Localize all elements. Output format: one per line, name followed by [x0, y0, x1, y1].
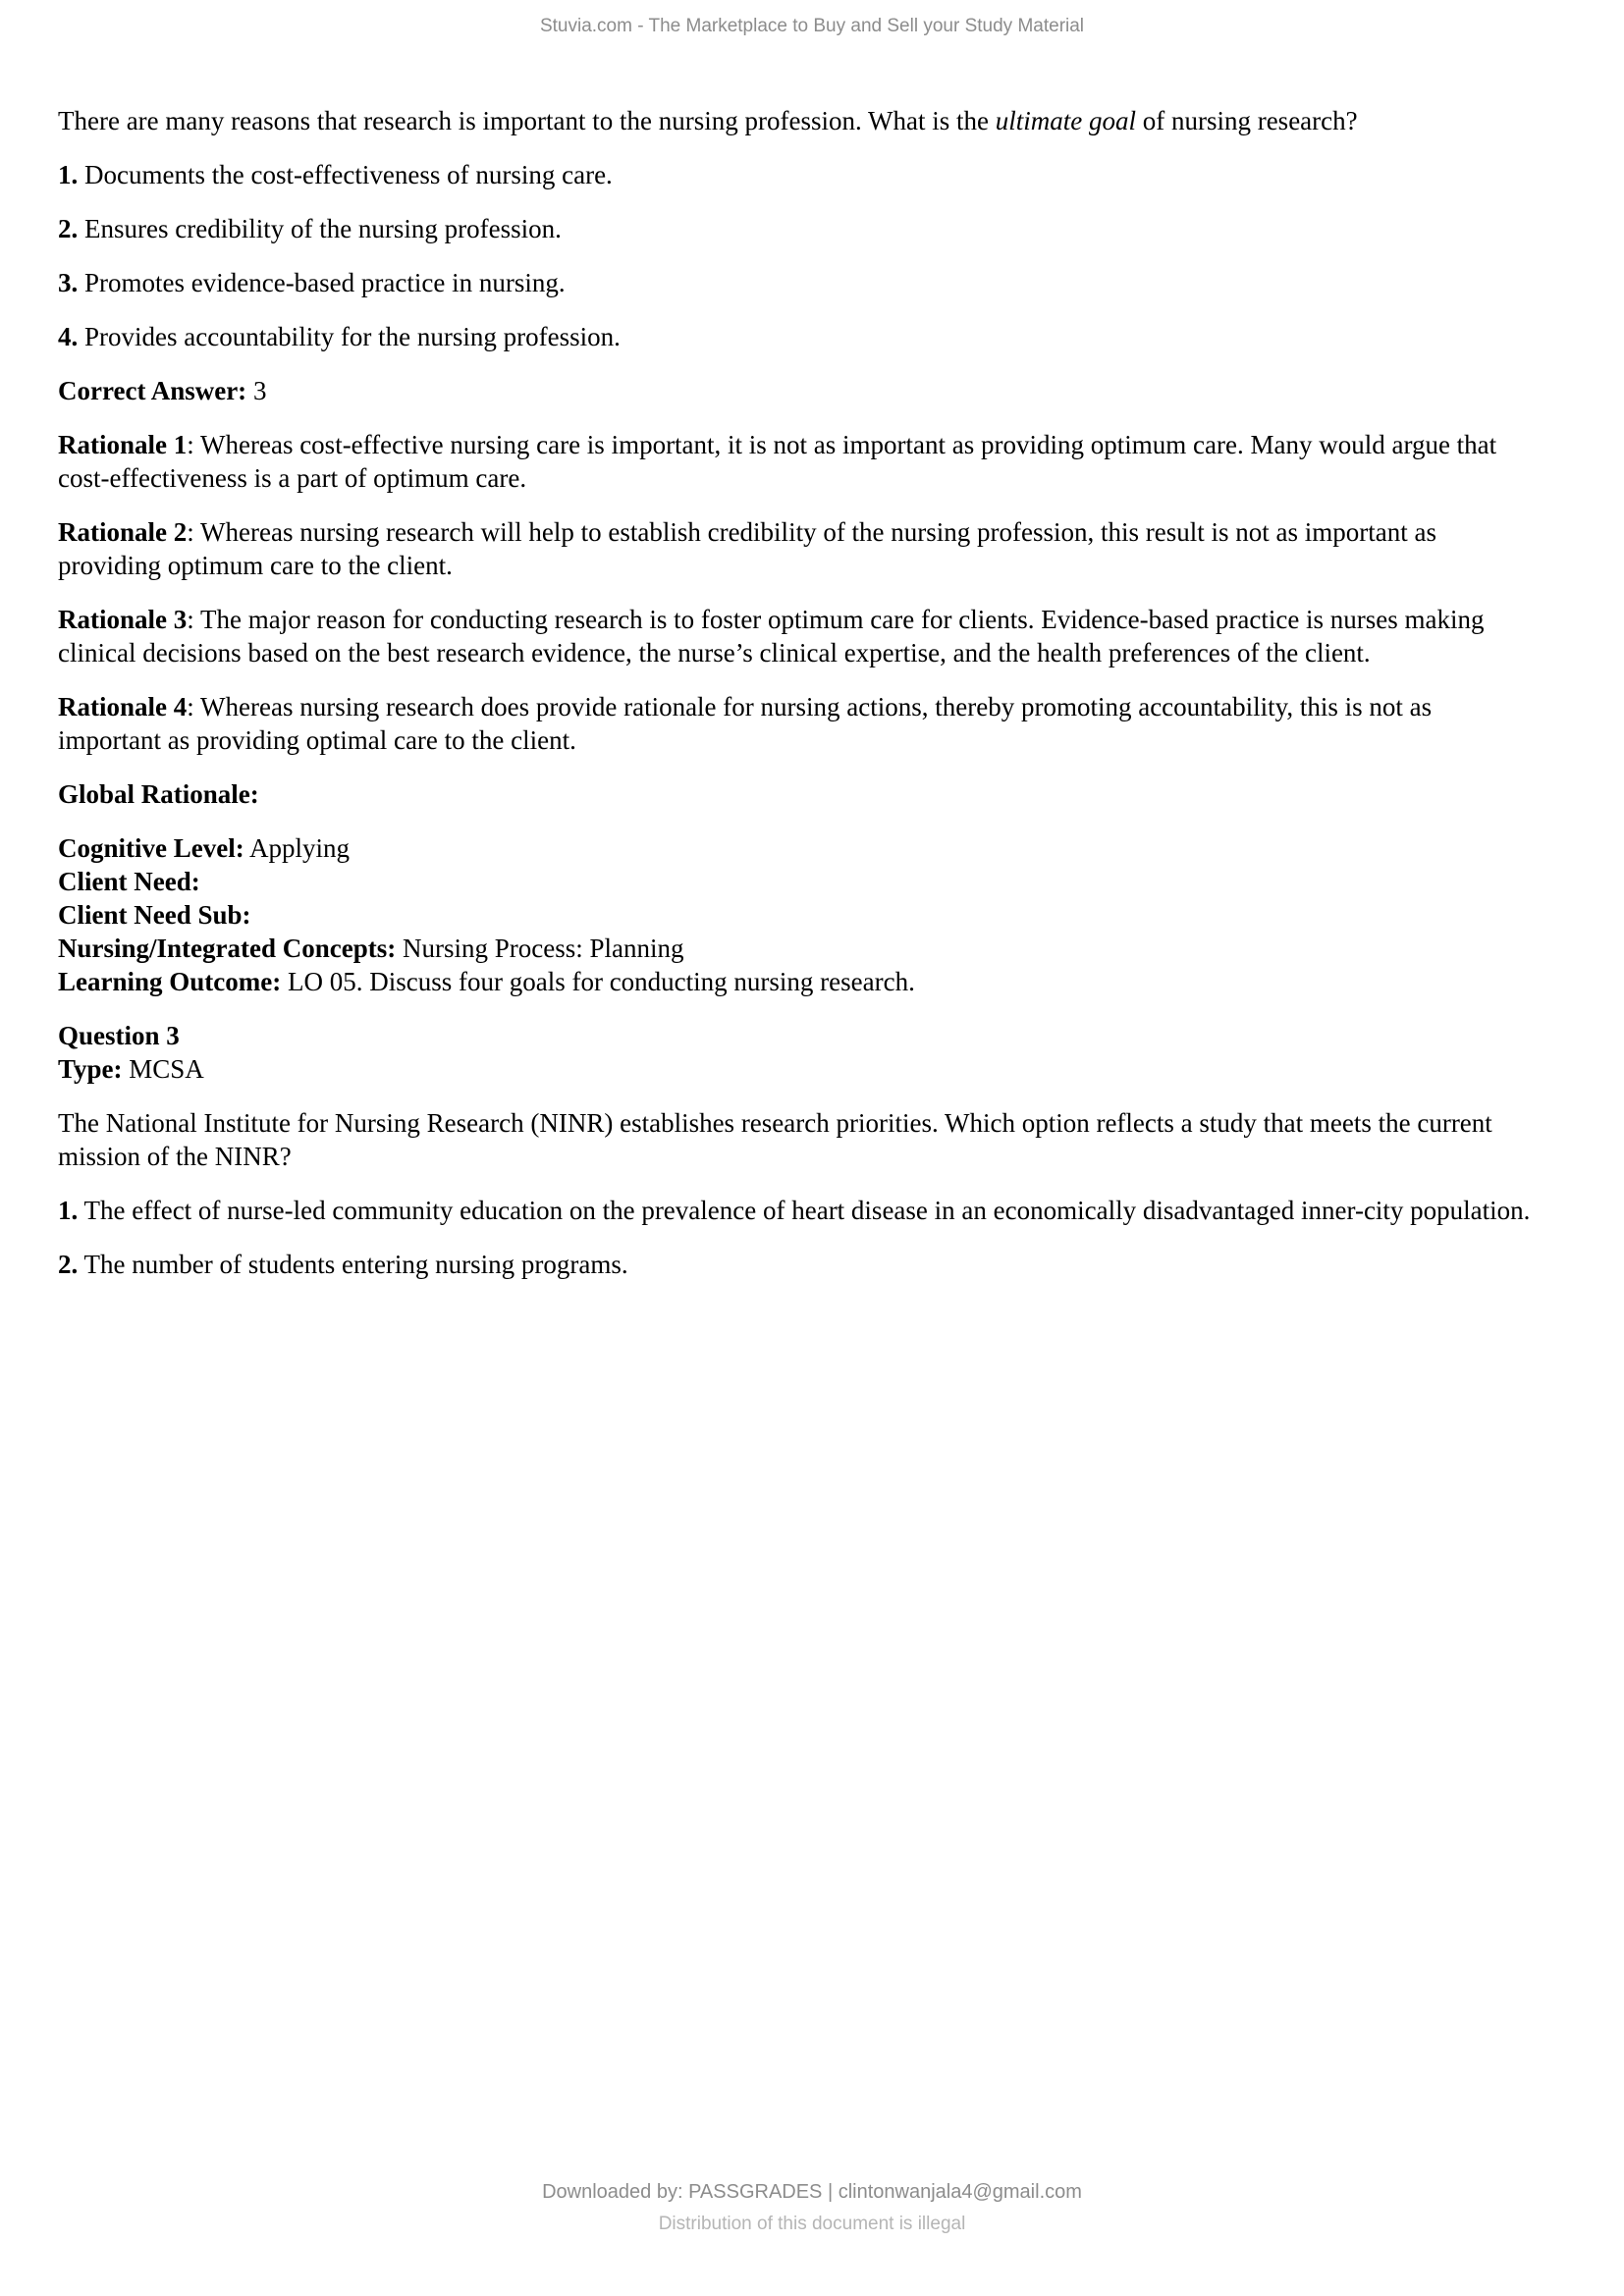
meta-label: Cognitive Level:: [58, 833, 244, 863]
option-number: 2.: [58, 214, 79, 243]
rationale-label: Rationale 4: [58, 692, 188, 721]
question3-heading: Question 3: [58, 1021, 180, 1050]
meta-line-nursing-concepts: [58, 932, 1531, 965]
rationale-1: [58, 428, 1531, 495]
question3-option-2: [58, 1248, 1531, 1281]
question3-stem: The National Institute for Nursing Research (NINR) establishes research priorities. Which option reflects a study that meets the current mission of the NINR?: [58, 1108, 1492, 1171]
option-number: 3.: [58, 268, 79, 297]
distribution-notice: Distribution of this document is illegal: [658, 2214, 966, 2234]
rationale-2: [58, 515, 1531, 582]
answer-option-4: [58, 320, 1531, 353]
page-footer: [0, 2181, 1624, 2235]
option-text: The effect of nurse-led community education on the prevalence of heart disease in an economically disadvantaged inner-city population.: [78, 1196, 1531, 1225]
question2-stem-post: of nursing research?: [1135, 106, 1358, 135]
meta-value: LO 05. Discuss four goals for conducting nursing research.: [281, 967, 915, 996]
global-rationale-heading: Global Rationale:: [58, 779, 259, 809]
option-text: The number of students entering nursing programs.: [78, 1250, 628, 1279]
document-body: [58, 104, 1531, 1302]
rationale-text: : The major reason for conducting research is to foster optimum care for clients. Evidence-based practice is nurses making clinical decisions based on the best research evidence, the nurse’s clinical expertise, and the health preferences of the client.: [58, 605, 1485, 667]
option-text: Documents the cost-effectiveness of nursing care.: [78, 160, 613, 189]
question3-option-1: [58, 1194, 1531, 1227]
question2-stem-italic: ultimate goal: [995, 106, 1136, 135]
header-title: Stuvia.com - The Marketplace to Buy and Sell your Study Material: [539, 16, 1085, 36]
rationale-3: [58, 603, 1531, 669]
answer-option-2: [58, 212, 1531, 245]
option-text: Promotes evidence-based practice in nursing.: [78, 268, 566, 297]
meta-value: Applying: [244, 833, 350, 863]
option-text: Ensures credibility of the nursing profession.: [78, 214, 562, 243]
answer-option-1: [58, 158, 1531, 191]
meta-value: Nursing Process: Planning: [396, 934, 684, 963]
meta-line-learning-outcome: [58, 965, 1531, 998]
rationale-label: Rationale 2: [58, 517, 188, 547]
meta-line-client-need-sub: [58, 898, 1531, 932]
rationale-text: : Whereas nursing research does provide rationale for nursing actions, thereby promoting accountability, this is not as important as providing optimal care to the client.: [58, 692, 1433, 755]
option-number: 4.: [58, 322, 79, 351]
rationale-label: Rationale 1: [58, 430, 188, 459]
meta-line-cognitive-level: [58, 831, 1531, 865]
rationale-label: Rationale 3: [58, 605, 188, 634]
downloaded-by-text: Downloaded by: PASSGRADES | clintonwanjala4@gmail.com: [542, 2181, 1082, 2203]
rationale-text: : Whereas nursing research will help to establish credibility of the nursing profession, this result is not as important as providing optimum care to the client.: [58, 517, 1436, 580]
meta-label: Learning Outcome:: [58, 967, 282, 996]
correct-answer-value: 3: [246, 376, 267, 405]
meta-label: Client Need Sub:: [58, 900, 251, 930]
question2-stem: [58, 104, 1531, 137]
option-number: 1.: [58, 160, 79, 189]
rationale-4: [58, 690, 1531, 757]
question3-type: [58, 1052, 1531, 1086]
correct-answer: [58, 374, 1531, 407]
question3-type-label: Type:: [58, 1054, 123, 1084]
rationale-text: : Whereas cost-effective nursing care is important, it is not as important as providing optimum care. Many would argue that cost-effectiveness is a part of optimum care.: [58, 430, 1497, 493]
option-text: Provides accountability for the nursing profession.: [78, 322, 621, 351]
question3-type-value: MCSA: [122, 1054, 204, 1084]
option-number: 1.: [58, 1196, 79, 1225]
option-number: 2.: [58, 1250, 79, 1279]
correct-answer-label: Correct Answer:: [58, 376, 247, 405]
page-header: [0, 16, 1624, 37]
meta-label: Nursing/Integrated Concepts:: [58, 934, 397, 963]
meta-line-client-need: [58, 865, 1531, 898]
question3-heading-block: [58, 1019, 1531, 1086]
question2-meta-block: [58, 831, 1531, 998]
meta-label: Client Need:: [58, 867, 200, 896]
answer-option-3: [58, 266, 1531, 299]
question2-stem-pre: There are many reasons that research is important to the nursing profession. What is the: [58, 106, 996, 135]
